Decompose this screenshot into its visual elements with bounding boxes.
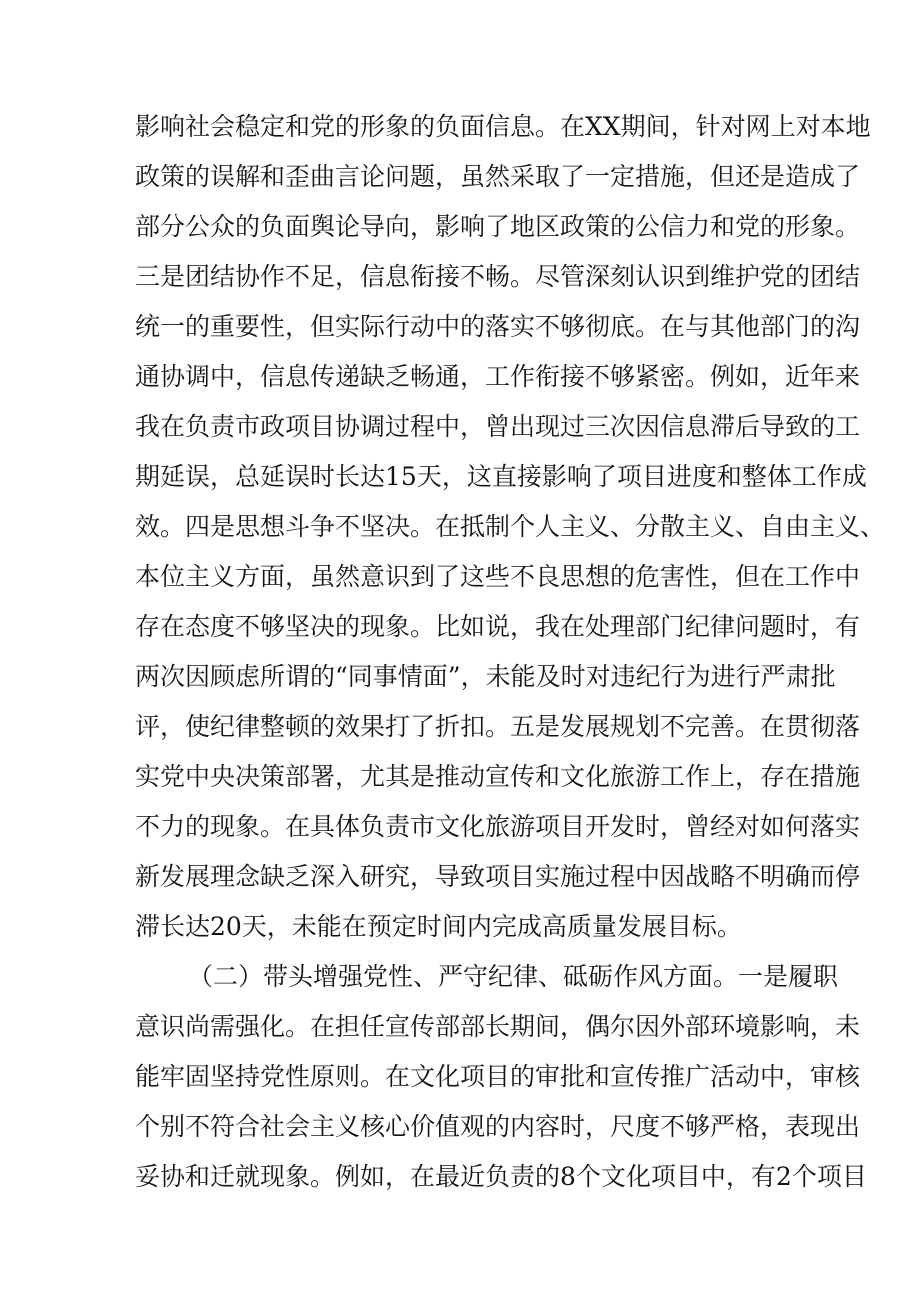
text-line: 妥协和迁就现象。例如，在最近负责的8个文化项目中，有2个项目 bbox=[135, 1162, 867, 1191]
text-line: 统一的重要性，但实际行动中的落实不够彻底。在与其他部门的沟 bbox=[135, 312, 861, 341]
text-line: 新发展理念缺乏深入研究，导致项目实施过程中因战略不明确而停 bbox=[135, 862, 861, 891]
text-line: 影响社会稳定和党的形象的负面信息。在XX期间，针对网上对本地 bbox=[135, 112, 871, 141]
text-line: 评，使纪律整顿的效果打了折扣。五是发展规划不完善。在贯彻落 bbox=[135, 712, 861, 741]
text-line: 我在负责市政项目协调过程中，曾出现过三次因信息滞后导致的工 bbox=[135, 412, 861, 441]
text-line: 两次因顾虑所谓的“同事情面”，未能及时对违纪行为进行严肃批 bbox=[135, 662, 836, 691]
text-line: 部分公众的负面舆论导向，影响了地区政策的公信力和党的形象。 bbox=[135, 212, 861, 241]
text-line: 存在态度不够坚决的现象。比如说，我在处理部门纪律问题时，有 bbox=[135, 612, 861, 641]
text-line: 效。四是思想斗争不坚决。在抵制个人主义、分散主义、自由主义、 bbox=[135, 512, 886, 541]
text-line: 实党中央决策部署，尤其是推动宣传和文化旅游工作上，存在措施 bbox=[135, 762, 861, 791]
text-line-last: 滞长达20天，未能在预定时间内完成高质量发展目标。 bbox=[135, 912, 742, 941]
text-line: 政策的误解和歪曲言论问题，虽然采取了一定措施，但还是造成了 bbox=[135, 162, 861, 191]
text-line: 三是团结协作不足，信息衔接不畅。尽管深刻认识到维护党的团结 bbox=[135, 262, 861, 291]
text-line: 期延误，总延误时长达15天，这直接影响了项目进度和整体工作成 bbox=[135, 462, 867, 491]
text-line: 本位主义方面，虽然意识到了这些不良思想的危害性，但在工作中 bbox=[135, 562, 861, 591]
section-heading-line: （二）带头增强党性、严守纪律、砥砺作风方面。一是履职 bbox=[188, 962, 839, 991]
text-line: 通协调中，信息传递缺乏畅通，工作衔接不够紧密。例如，近年来 bbox=[135, 362, 861, 391]
text-line: 能牢固坚持党性原则。在文化项目的审批和宣传推广活动中，审核 bbox=[135, 1062, 861, 1091]
text-line: 个别不符合社会主义核心价值观的内容时，尺度不够严格，表现出 bbox=[135, 1112, 861, 1141]
text-line: 意识尚需强化。在担任宣传部部长期间，偶尔因外部环境影响，未 bbox=[135, 1012, 861, 1041]
text-line: 不力的现象。在具体负责市文化旅游项目开发时，曾经对如何落实 bbox=[135, 812, 861, 841]
